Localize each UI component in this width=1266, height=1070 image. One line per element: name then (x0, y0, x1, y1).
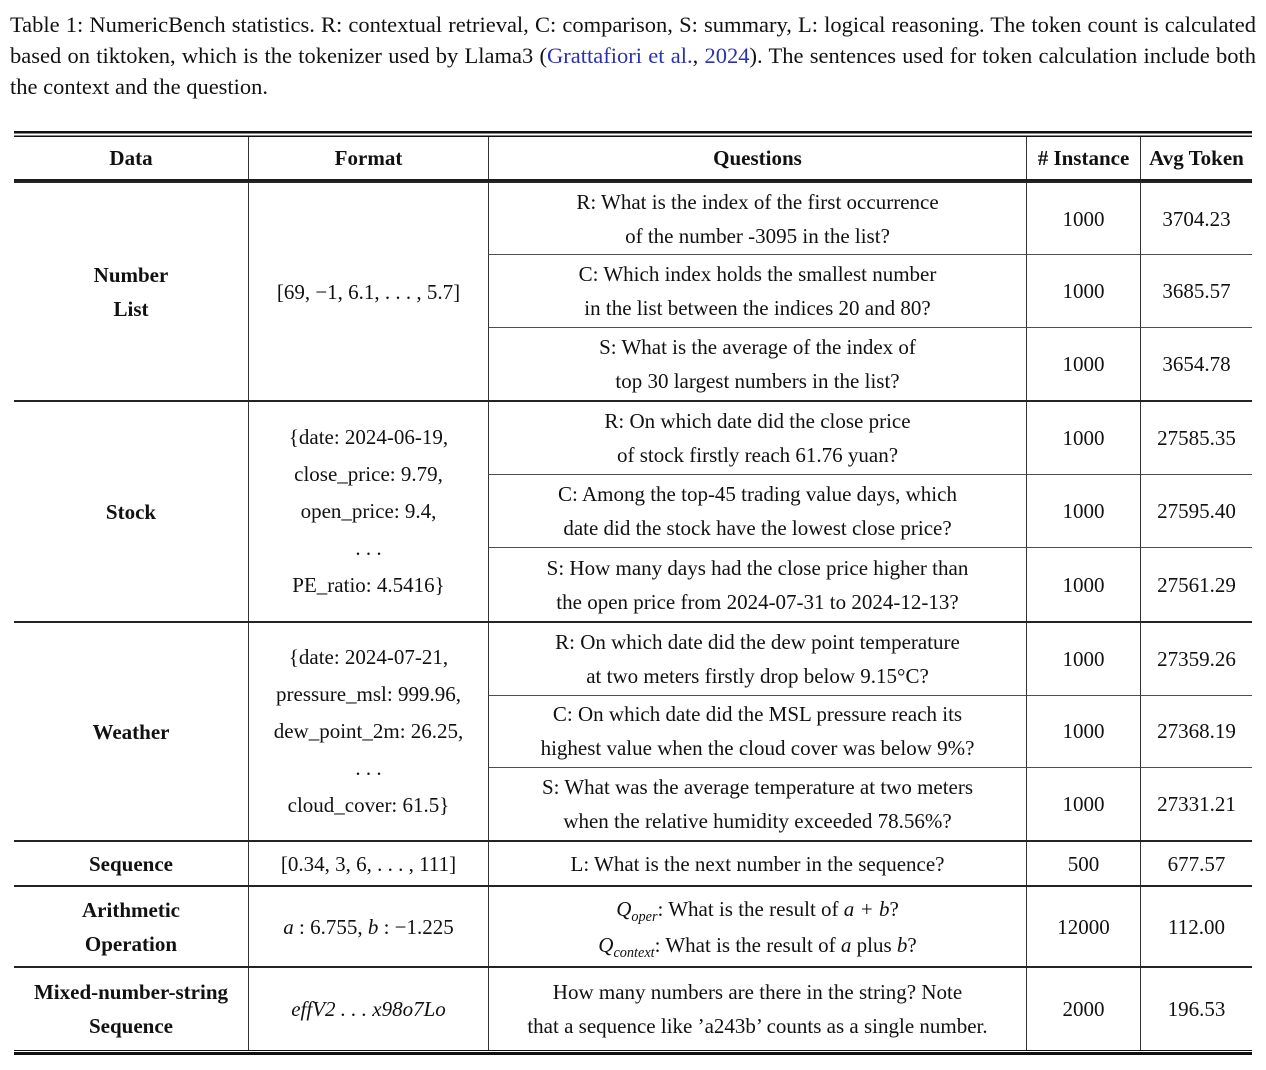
format-text: a : 6.755, b : −1.225 (283, 914, 454, 939)
question-cell (488, 842, 1026, 885)
question-line: the open price from 2024-07-31 to 2024-12-13? (556, 589, 959, 614)
format-text: [0.34, 3, 6, . . . , 111] (280, 851, 457, 876)
data-label (14, 623, 248, 840)
question-cell (488, 183, 1026, 255)
data-label-line: List (113, 296, 149, 321)
format-text: {date: 2024-07-21, (288, 645, 449, 670)
question-line: highest value when the cloud cover was below 9%? (540, 736, 975, 761)
instance-cell: 2000 (1026, 968, 1140, 1050)
avg-token-cell: 3704.23 (1140, 183, 1252, 255)
question-line: at two meters firstly drop below 9.15°C? (586, 663, 929, 688)
data-label-line: Mixed-number-string (33, 980, 229, 1005)
data-label (14, 183, 248, 400)
section-number-list (14, 181, 1252, 400)
instance-cell: 1000 (1026, 402, 1140, 475)
question-cell (488, 402, 1026, 475)
question-line: C: Among the top-45 trading value days, which (558, 482, 957, 507)
instance-cell: 1000 (1026, 475, 1140, 548)
format-text: PE_ratio: 4.5416} (292, 573, 445, 598)
header-questions: Questions (488, 137, 1026, 179)
instance-cell: 1000 (1026, 768, 1140, 840)
caption-cite-separator: , (692, 43, 705, 68)
format-text: cloud_cover: 61.5} (287, 793, 450, 818)
question-line: S: What is the average of the index of (599, 334, 916, 359)
instance-cell: 1000 (1026, 183, 1140, 255)
format-text: {date: 2024-06-19, (288, 425, 449, 450)
data-label-line: Stock (105, 499, 157, 524)
question-cell (488, 696, 1026, 768)
question-line: of stock firstly reach 61.76 yuan? (616, 443, 899, 468)
format-text: dew_point_2m: 26.25, (273, 719, 464, 744)
question-line: that a sequence like ’a243b’ counts as a single number. (527, 1014, 988, 1039)
citation-link-authors[interactable]: Grattafiori et al. (546, 43, 693, 68)
avg-token-cell: 3685.57 (1140, 255, 1252, 327)
question-line: S: What was the average temperature at two meters (541, 775, 974, 800)
avg-token-cell: 27368.19 (1140, 696, 1252, 768)
format-text: . . . (355, 536, 382, 561)
question-cell (488, 475, 1026, 548)
format-cell (248, 402, 488, 621)
data-label-line: Operation (84, 931, 178, 956)
data-label (14, 402, 248, 621)
section-weather (14, 621, 1252, 840)
data-label-line: Number (93, 262, 169, 287)
question-line: R: On which date did the dew point temperature (555, 629, 960, 654)
format-cell (248, 623, 488, 840)
question-line: when the relative humidity exceeded 78.56%? (563, 809, 952, 834)
data-label-line: Sequence (89, 1014, 173, 1039)
question-line: in the list between the indices 20 and 80? (584, 296, 931, 321)
question-cell (488, 328, 1026, 400)
format-text: [69, −1, 6.1, . . . , 5.7] (276, 279, 461, 304)
avg-token-cell: 677.57 (1140, 842, 1252, 885)
header-data: Data (109, 146, 153, 170)
section-sequence (14, 840, 1252, 885)
data-label (14, 968, 248, 1050)
question-line: How many numbers are there in the string? Note (552, 980, 963, 1005)
avg-token-cell: 27561.29 (1140, 548, 1252, 621)
avg-token-cell: 3654.78 (1140, 328, 1252, 400)
avg-token-cell: 112.00 (1140, 887, 1252, 966)
question-cell (488, 887, 1026, 966)
question-line: L: What is the next number in the sequence? (570, 851, 945, 876)
caption-text-after: ). The sentences used for token calculation include both the context and the question. (10, 43, 1256, 99)
data-label-line: Sequence (89, 851, 173, 876)
format-text: . . . (355, 756, 382, 781)
question-line: of the number -3095 in the list? (625, 223, 890, 248)
format-cell (248, 968, 488, 1050)
instance-cell: 12000 (1026, 887, 1140, 966)
instance-cell: 1000 (1026, 255, 1140, 327)
question-cell (488, 255, 1026, 327)
instance-cell: 1000 (1026, 548, 1140, 621)
format-cell (248, 887, 488, 966)
avg-token-cell: 27359.26 (1140, 623, 1252, 695)
format-text: open_price: 9.4, (300, 499, 437, 524)
question-line: $Q_{context}$: What is the result of a plus b? (598, 932, 917, 962)
data-label-line: Weather (92, 719, 170, 744)
avg-token-cell: 27585.35 (1140, 402, 1252, 475)
question-line: date did the stock have the lowest close price? (563, 516, 952, 541)
instance-cell: 1000 (1026, 696, 1140, 768)
format-cell (248, 183, 488, 400)
avg-token-cell: 196.53 (1140, 968, 1252, 1050)
header-avg-token: Avg Token (1140, 137, 1252, 179)
question-cell (488, 768, 1026, 840)
avg-token-cell: 27595.40 (1140, 475, 1252, 548)
table-caption (10, 9, 1256, 102)
data-label-line: Arithmetic (82, 897, 180, 922)
caption-text-before: Table 1: NumericBench statistics. R: contextual retrieval, C: comparison, S: summary, L: logical reasoning. The token count is calculated based on tiktoken, which is the tokenizer used by Llama3 ( (10, 12, 1256, 68)
question-line: top 30 largest numbers in the list? (615, 368, 900, 393)
format-text: pressure_msl: 999.96, (276, 682, 461, 707)
question-cell (488, 968, 1026, 1050)
instance-cell: 500 (1026, 842, 1140, 885)
data-label (14, 842, 248, 885)
question-line: $Q_{oper}$: What is the result of a + b? (616, 896, 899, 926)
section-mixed-number-string (14, 966, 1252, 1050)
format-text: close_price: 9.79, (294, 462, 443, 487)
citation-link-year[interactable]: 2024 (704, 43, 750, 68)
table-bottom-rule (14, 1050, 1252, 1055)
question-line: C: On which date did the MSL pressure reach its (552, 702, 963, 727)
question-line: R: On which date did the close price (604, 409, 911, 434)
question-cell (488, 548, 1026, 621)
header-instance: # Instance (1026, 137, 1140, 179)
question-line: C: Which index holds the smallest number (578, 262, 937, 287)
question-cell (488, 623, 1026, 695)
section-stock (14, 400, 1252, 621)
header-format: Format (248, 137, 488, 179)
instance-cell: 1000 (1026, 623, 1140, 695)
statistics-table (14, 131, 1252, 1055)
section-arithmetic-operation (14, 885, 1252, 966)
data-label (14, 887, 248, 966)
question-line: R: What is the index of the first occurrence (576, 189, 939, 214)
format-text: effV2 . . . x98o7Lo (291, 997, 446, 1022)
table-header-row (14, 137, 1252, 181)
avg-token-cell: 27331.21 (1140, 768, 1252, 840)
question-line: S: How many days had the close price higher than (546, 555, 969, 580)
instance-cell: 1000 (1026, 328, 1140, 400)
format-cell (248, 842, 488, 885)
